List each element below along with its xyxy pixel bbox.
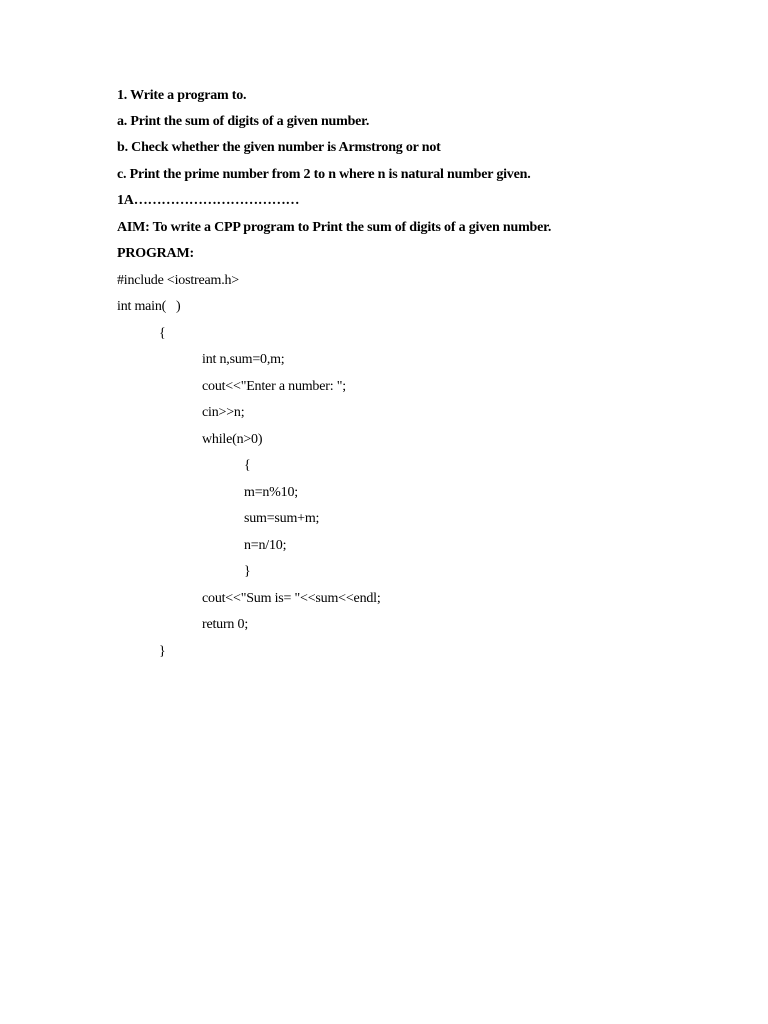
program-label: PROGRAM: xyxy=(117,246,194,261)
code-line: m=n%10; xyxy=(244,485,298,500)
code-line: sum=sum+m; xyxy=(244,511,320,526)
aim-statement: AIM: To write a CPP program to Print the sum of digits of a given number. xyxy=(117,220,552,235)
task-item-b: b. Check whether the given number is Armstrong or not xyxy=(117,140,441,155)
task-item-c: c. Print the prime number from 2 to n where n is natural number given. xyxy=(117,167,531,182)
code-line: int n,sum=0,m; xyxy=(202,352,285,367)
code-line: n=n/10; xyxy=(244,538,287,553)
code-line: cin>>n; xyxy=(202,405,245,420)
code-line: cout<<"Enter a number: "; xyxy=(202,379,346,394)
code-line: { xyxy=(244,458,251,473)
code-line: #include <iostream.h> xyxy=(117,273,240,288)
code-line: } xyxy=(159,644,166,659)
section-heading: 1A……………………………… xyxy=(117,193,300,208)
code-line: return 0; xyxy=(202,617,249,632)
code-line: cout<<"Sum is= "<<sum<<endl; xyxy=(202,591,381,606)
code-line: } xyxy=(244,564,251,579)
code-line: int main( ) xyxy=(117,299,181,314)
task-item-a: a. Print the sum of digits of a given number. xyxy=(117,114,370,129)
code-line: while(n>0) xyxy=(202,432,263,447)
task-intro: 1. Write a program to. xyxy=(117,88,247,103)
code-line: { xyxy=(159,326,166,341)
